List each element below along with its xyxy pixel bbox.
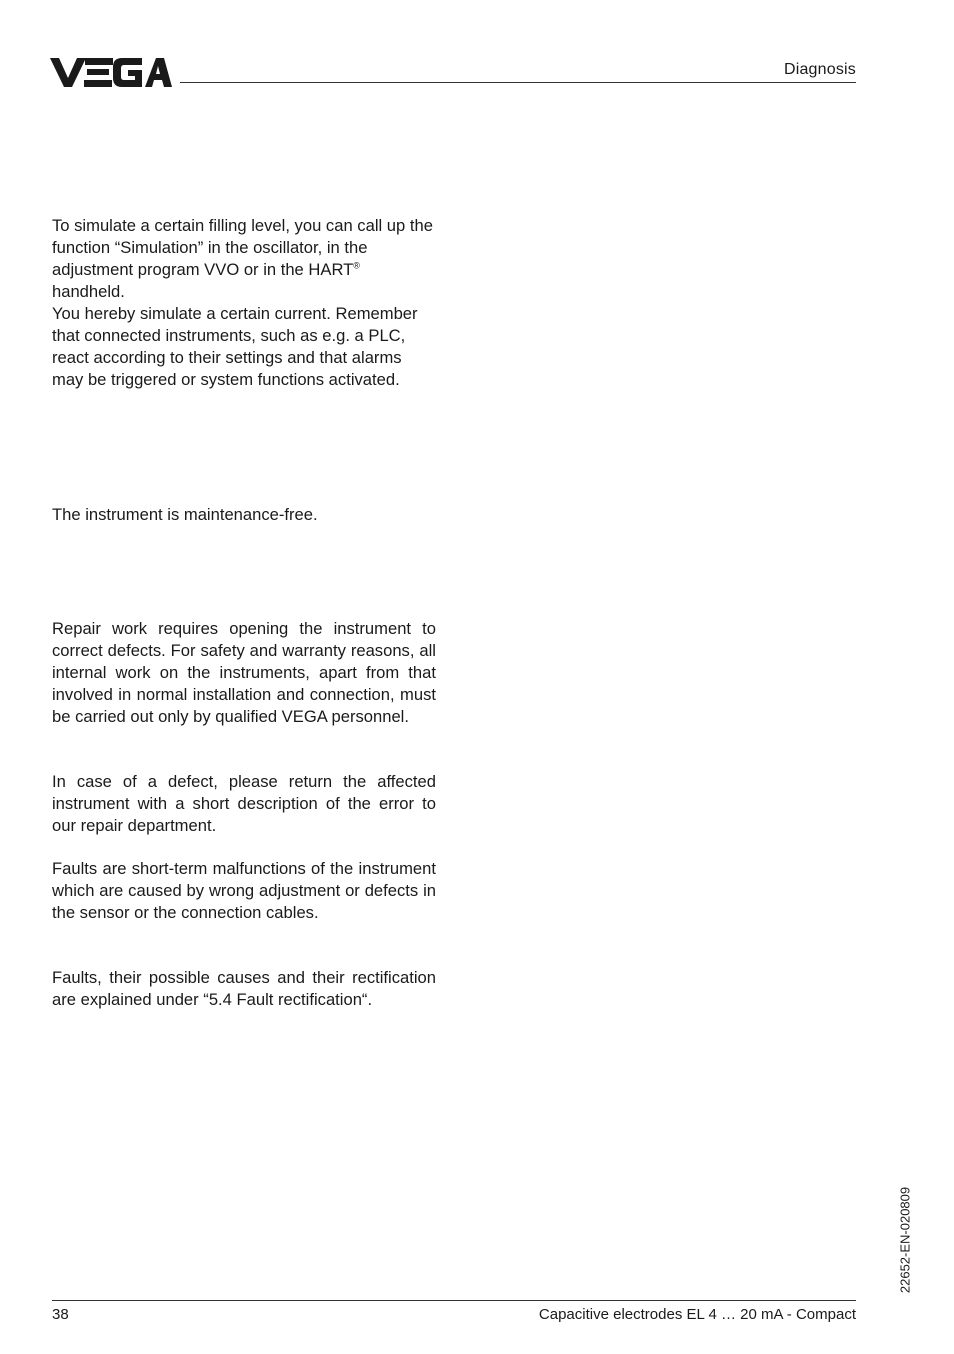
faults-paragraph: Faults are short-term malfunctions of the instrument which are caused by wrong adjustment or defects in the sensor or the connection cables. <box>52 859 436 922</box>
page-number: 38 <box>52 1306 69 1323</box>
footer-title: Capacitive electrodes EL 4 … 20 mA - Compact <box>538 1306 856 1323</box>
footer-rule <box>52 1300 856 1301</box>
maintenance-paragraph: The instrument is maintenance-free. <box>52 505 318 524</box>
registered-mark: ® <box>353 260 360 271</box>
simulation-paragraph <box>52 215 436 391</box>
simulation-text-1: To simulate a certain filling level, you can call up the function “Simulation” in the oscillator, in the adjustment program VVO or in the HART <box>52 216 433 279</box>
repair-paragraph: Repair work requires opening the instrument to correct defects. For safety and warranty reasons, all internal work on the instruments, apart from that involved in normal installation and connection, must be carried out only by qualified VEGA personnel. <box>52 619 436 726</box>
simulation-text-3: You hereby simulate a certain current. Remember that connected instruments, such as e.g. a PLC, react according to their settings and that alarms may be triggered or system functions activated. <box>52 304 418 389</box>
faults-causes-paragraph: Faults, their possible causes and their rectification are explained under “5.4 Fault rectification“. <box>52 968 436 1009</box>
vega-logo <box>50 50 172 88</box>
header-rule <box>180 82 856 83</box>
simulation-text-2: handheld. <box>52 282 125 301</box>
defect-paragraph: In case of a defect, please return the affected instrument with a short description of the error to our repair department. <box>52 772 436 835</box>
document-code: 22652-EN-020809 <box>897 1186 913 1294</box>
section-title: Diagnosis <box>783 61 856 78</box>
